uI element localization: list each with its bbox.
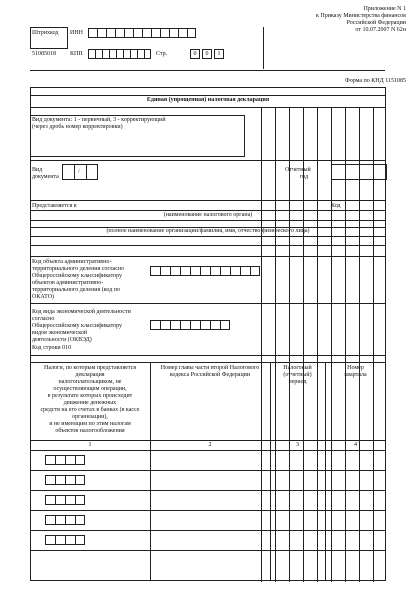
row-cells[interactable] [45, 495, 85, 505]
col3-line: период [288, 379, 307, 385]
table-row [30, 510, 386, 511]
page-digit-2: 0 [205, 51, 209, 57]
page-digit-3: 1 [217, 51, 221, 57]
table-row [30, 550, 386, 551]
rule [30, 95, 386, 96]
okato-line-6: ОКАТО) [32, 294, 55, 300]
header-divider [263, 27, 264, 69]
col1-line: организации), [72, 414, 108, 420]
row-cells[interactable] [45, 475, 85, 485]
doc-type-label-2: (через дробь номер корректировки) [32, 124, 123, 130]
rule [30, 107, 386, 108]
col2-line: кодекса Российской Федерации [169, 372, 251, 378]
col1-line: движение денежных [63, 400, 117, 406]
okved-line-1: Код вида экономической деятельности [32, 309, 131, 315]
rule [30, 450, 386, 451]
okato-line-2: территориального деления согласно [32, 266, 125, 272]
col-number-4: 4 [354, 442, 357, 448]
col1-line: и не имеющим по этим налогам [49, 421, 131, 427]
col1-line: средств на его счетах в банках (в кассе [40, 407, 140, 413]
rule [30, 256, 386, 257]
inn-label: ИНН [70, 30, 83, 36]
row-cells[interactable] [45, 455, 85, 465]
inn-cells[interactable] [88, 28, 196, 38]
col-number-3: 3 [296, 442, 299, 448]
okato-line-4: объектов административно- [32, 280, 104, 286]
doc-type-cells[interactable] [62, 164, 98, 180]
col2-line: Номер главы части второй Налогового [160, 365, 260, 371]
knd-form: Форма по КНД 1151085 [345, 78, 406, 84]
okved-line-6: Код строки 010 [32, 345, 72, 351]
col3-line: Налоговый [283, 365, 312, 371]
doc-type-box [30, 115, 245, 157]
col1-line: налогоплательщиком, не [58, 379, 122, 385]
appendix-line-4: от 10.07.2007 N 62н [355, 27, 406, 33]
col1-line: декларация [75, 372, 105, 378]
okato-line-1: Код объекта административно- [32, 259, 112, 265]
col-number-2: 2 [208, 442, 212, 448]
table-col-sep [270, 362, 271, 581]
table-row [30, 530, 386, 531]
reporting-year-cells[interactable] [331, 164, 387, 180]
period-label-1: Отчетный [285, 167, 311, 173]
rule [30, 362, 386, 363]
table-col-sep [150, 362, 151, 581]
rule [30, 160, 386, 161]
okved-cells[interactable] [150, 320, 230, 330]
page-digit-1: 0 [193, 51, 197, 57]
okved-line-2: согласно [32, 316, 55, 322]
table-header-col1 [30, 365, 150, 435]
tax-authority-caption: (наименование налогового органа) [163, 212, 253, 218]
rule [30, 210, 386, 211]
appendix-line-2: к Приказу Министерства финансов [316, 13, 406, 19]
submitted-to-label: Представляется в [32, 203, 77, 209]
rule [30, 200, 386, 201]
okved-line-3: Общероссийскому классификатору [32, 323, 123, 329]
rule [30, 236, 386, 237]
table-header-col3 [270, 365, 325, 386]
page-title: Единая (упрощенная) налоговая декларация [146, 97, 270, 103]
rule [30, 220, 386, 221]
appendix-line-3: Российской Федерации [346, 20, 406, 26]
org-name-caption: (полное наименование организации/фамилия, имя, отчество физического лица) [106, 228, 310, 234]
okved-line-5: деятельности (ОКВЭД) [32, 337, 92, 343]
okato-cells[interactable] [150, 266, 260, 276]
table-row [30, 490, 386, 491]
col4-line: квартала [344, 372, 367, 378]
period-label-2: год [300, 174, 309, 180]
barcode-number: 51085018 [32, 51, 56, 57]
col1-line: объектов налогообложения [55, 428, 125, 434]
kpp-cells[interactable] [88, 49, 151, 59]
doc-short-label-2: документа [32, 174, 59, 180]
doc-type-label-1: Вид документа: 1 - первичный, 3 - корректирующий [32, 117, 166, 123]
col4-line: Номер [347, 365, 364, 371]
table-header-col2 [150, 365, 270, 379]
doc-short-label-1: Вид [32, 167, 43, 173]
row-cells[interactable] [45, 515, 85, 525]
col1-line: осуществляющим операции, [53, 386, 127, 392]
code-label: Код [331, 203, 341, 209]
table-col-sep [325, 362, 326, 581]
col1-line: в результате которых происходит [47, 393, 133, 399]
rule [30, 440, 386, 441]
rule [30, 355, 386, 356]
rule [30, 303, 386, 304]
table-row [30, 470, 386, 471]
row-cells[interactable] [45, 535, 85, 545]
rule [30, 245, 386, 246]
okved-line-4: видов экономической [32, 330, 88, 336]
appendix-line-1: Приложение N 1 [363, 6, 406, 12]
kpp-label: КПП [70, 51, 83, 57]
col-number-1: 1 [88, 442, 92, 448]
okato-line-3: Общероссийскому классификатору [32, 273, 123, 279]
col1-line: Налоги, по которым представляется [44, 365, 136, 371]
doc-type-slash: / [78, 169, 80, 175]
barcode-label: Штрихкод [32, 30, 59, 36]
page-label: Стр. [156, 51, 168, 57]
okato-line-5: территориального деления (код по [32, 287, 120, 293]
knd-rule [30, 70, 385, 71]
col3-line: (отчетный) [283, 372, 312, 378]
table-header-col4 [325, 365, 386, 379]
